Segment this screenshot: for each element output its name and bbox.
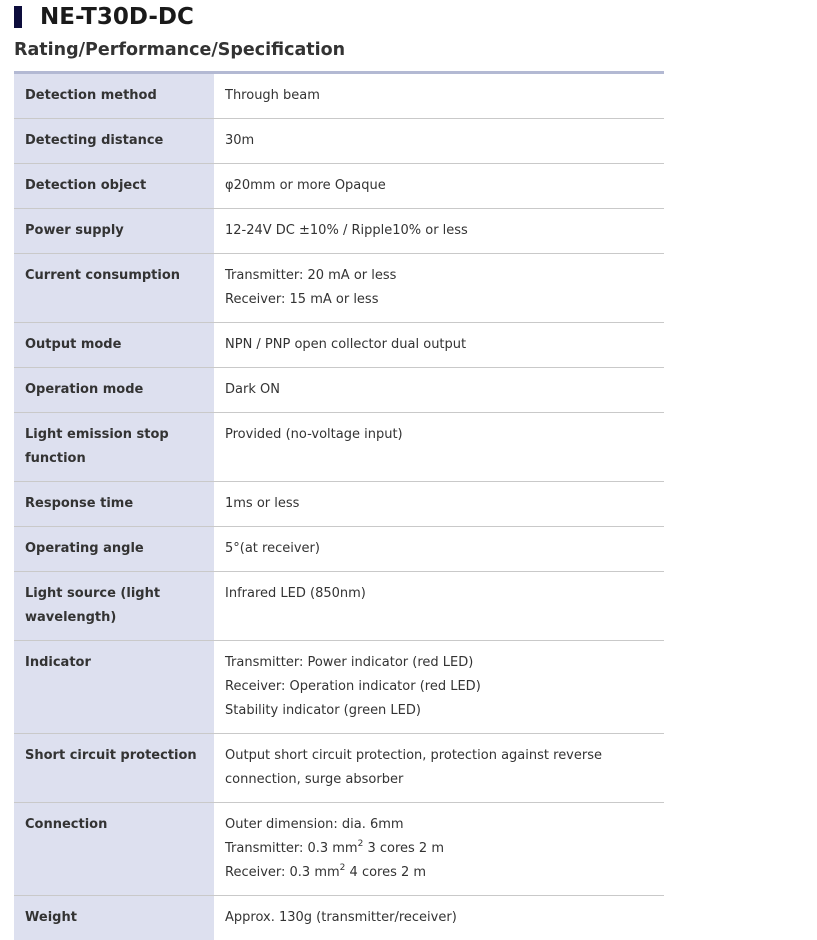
spec-value-line: 30m [225,133,255,148]
spec-value [214,896,664,940]
spec-value-line: Infrared LED (850nm) [225,586,366,601]
spec-value-line [225,861,654,885]
spec-value [214,572,664,640]
spec-label: Detection object [14,164,214,208]
spec-value [214,413,664,481]
table-row [14,572,664,641]
spec-value-line: Stability indicator (green LED) [225,703,421,718]
spec-label: Weight [14,896,214,940]
spec-value-line: 5°(at receiver) [225,541,320,556]
superscript: 2 [339,863,346,873]
spec-value-line: Through beam [225,88,320,103]
spec-value-line: Dark ON [225,382,280,397]
spec-label: Short circuit protection [14,734,214,802]
spec-value [214,323,664,367]
table-row [14,119,664,164]
title-marker [14,6,22,28]
spec-value [214,641,664,733]
spec-value-line: NPN / PNP open collector dual output [225,337,467,352]
spec-value [214,527,664,571]
table-row [14,368,664,413]
table-row [14,482,664,527]
title-bar [14,4,194,30]
spec-value-text: 4 cores 2 m [345,865,427,880]
spec-value [214,74,664,118]
table-row [14,74,664,119]
spec-label: Indicator [14,641,214,733]
table-row [14,641,664,734]
spec-value-text: Transmitter: 0.3 mm [225,841,358,856]
spec-value-text: Receiver: 0.3 mm [225,865,340,880]
section-title: Rating/Performance/Specification [14,40,346,60]
table-row [14,734,664,803]
spec-label: Detecting distance [14,119,214,163]
table-row [14,164,664,209]
spec-value-line: Receiver: Operation indicator (red LED) [225,679,481,694]
spec-value-line: Transmitter: Power indicator (red LED) [225,655,474,670]
table-row [14,209,664,254]
superscript: 2 [357,839,364,849]
spec-value [214,482,664,526]
spec-value-line: Approx. 130g (transmitter/receiver) [225,910,457,925]
spec-value-line [225,837,654,861]
spec-label: Current consumption [14,254,214,322]
table-row [14,527,664,572]
spec-table [14,71,664,940]
spec-value [214,734,664,802]
page-title: NE-T30D-DC [40,4,194,30]
spec-value-line: Transmitter: 20 mA or less [225,268,397,283]
spec-label: Response time [14,482,214,526]
spec-value [214,368,664,412]
spec-value-line: φ20mm or more Opaque [225,178,386,193]
spec-value-line: Receiver: 15 mA or less [225,292,379,307]
spec-label: Power supply [14,209,214,253]
spec-label: Output mode [14,323,214,367]
spec-label: Light source (light wavelength) [14,572,214,640]
spec-label: Detection method [14,74,214,118]
table-row [14,803,664,896]
spec-value [214,254,664,322]
spec-value-line: 1ms or less [225,496,300,511]
spec-value-line: Output short circuit protection, protection against reverse connection, surge absorber [225,748,602,787]
spec-value-line: Outer dimension: dia. 6mm [225,817,404,832]
spec-value-line: 12-24V DC ±10% / Ripple10% or less [225,223,468,238]
spec-value [214,119,664,163]
spec-value [214,803,664,895]
spec-value-line: Provided (no-voltage input) [225,427,403,442]
spec-value [214,209,664,253]
table-row [14,323,664,368]
spec-label: Light emission stop function [14,413,214,481]
table-row [14,896,664,940]
spec-label: Operating angle [14,527,214,571]
table-row [14,413,664,482]
spec-value-text: 3 cores 2 m [363,841,444,856]
spec-label: Connection [14,803,214,895]
table-row [14,254,664,323]
spec-label: Operation mode [14,368,214,412]
spec-value [214,164,664,208]
